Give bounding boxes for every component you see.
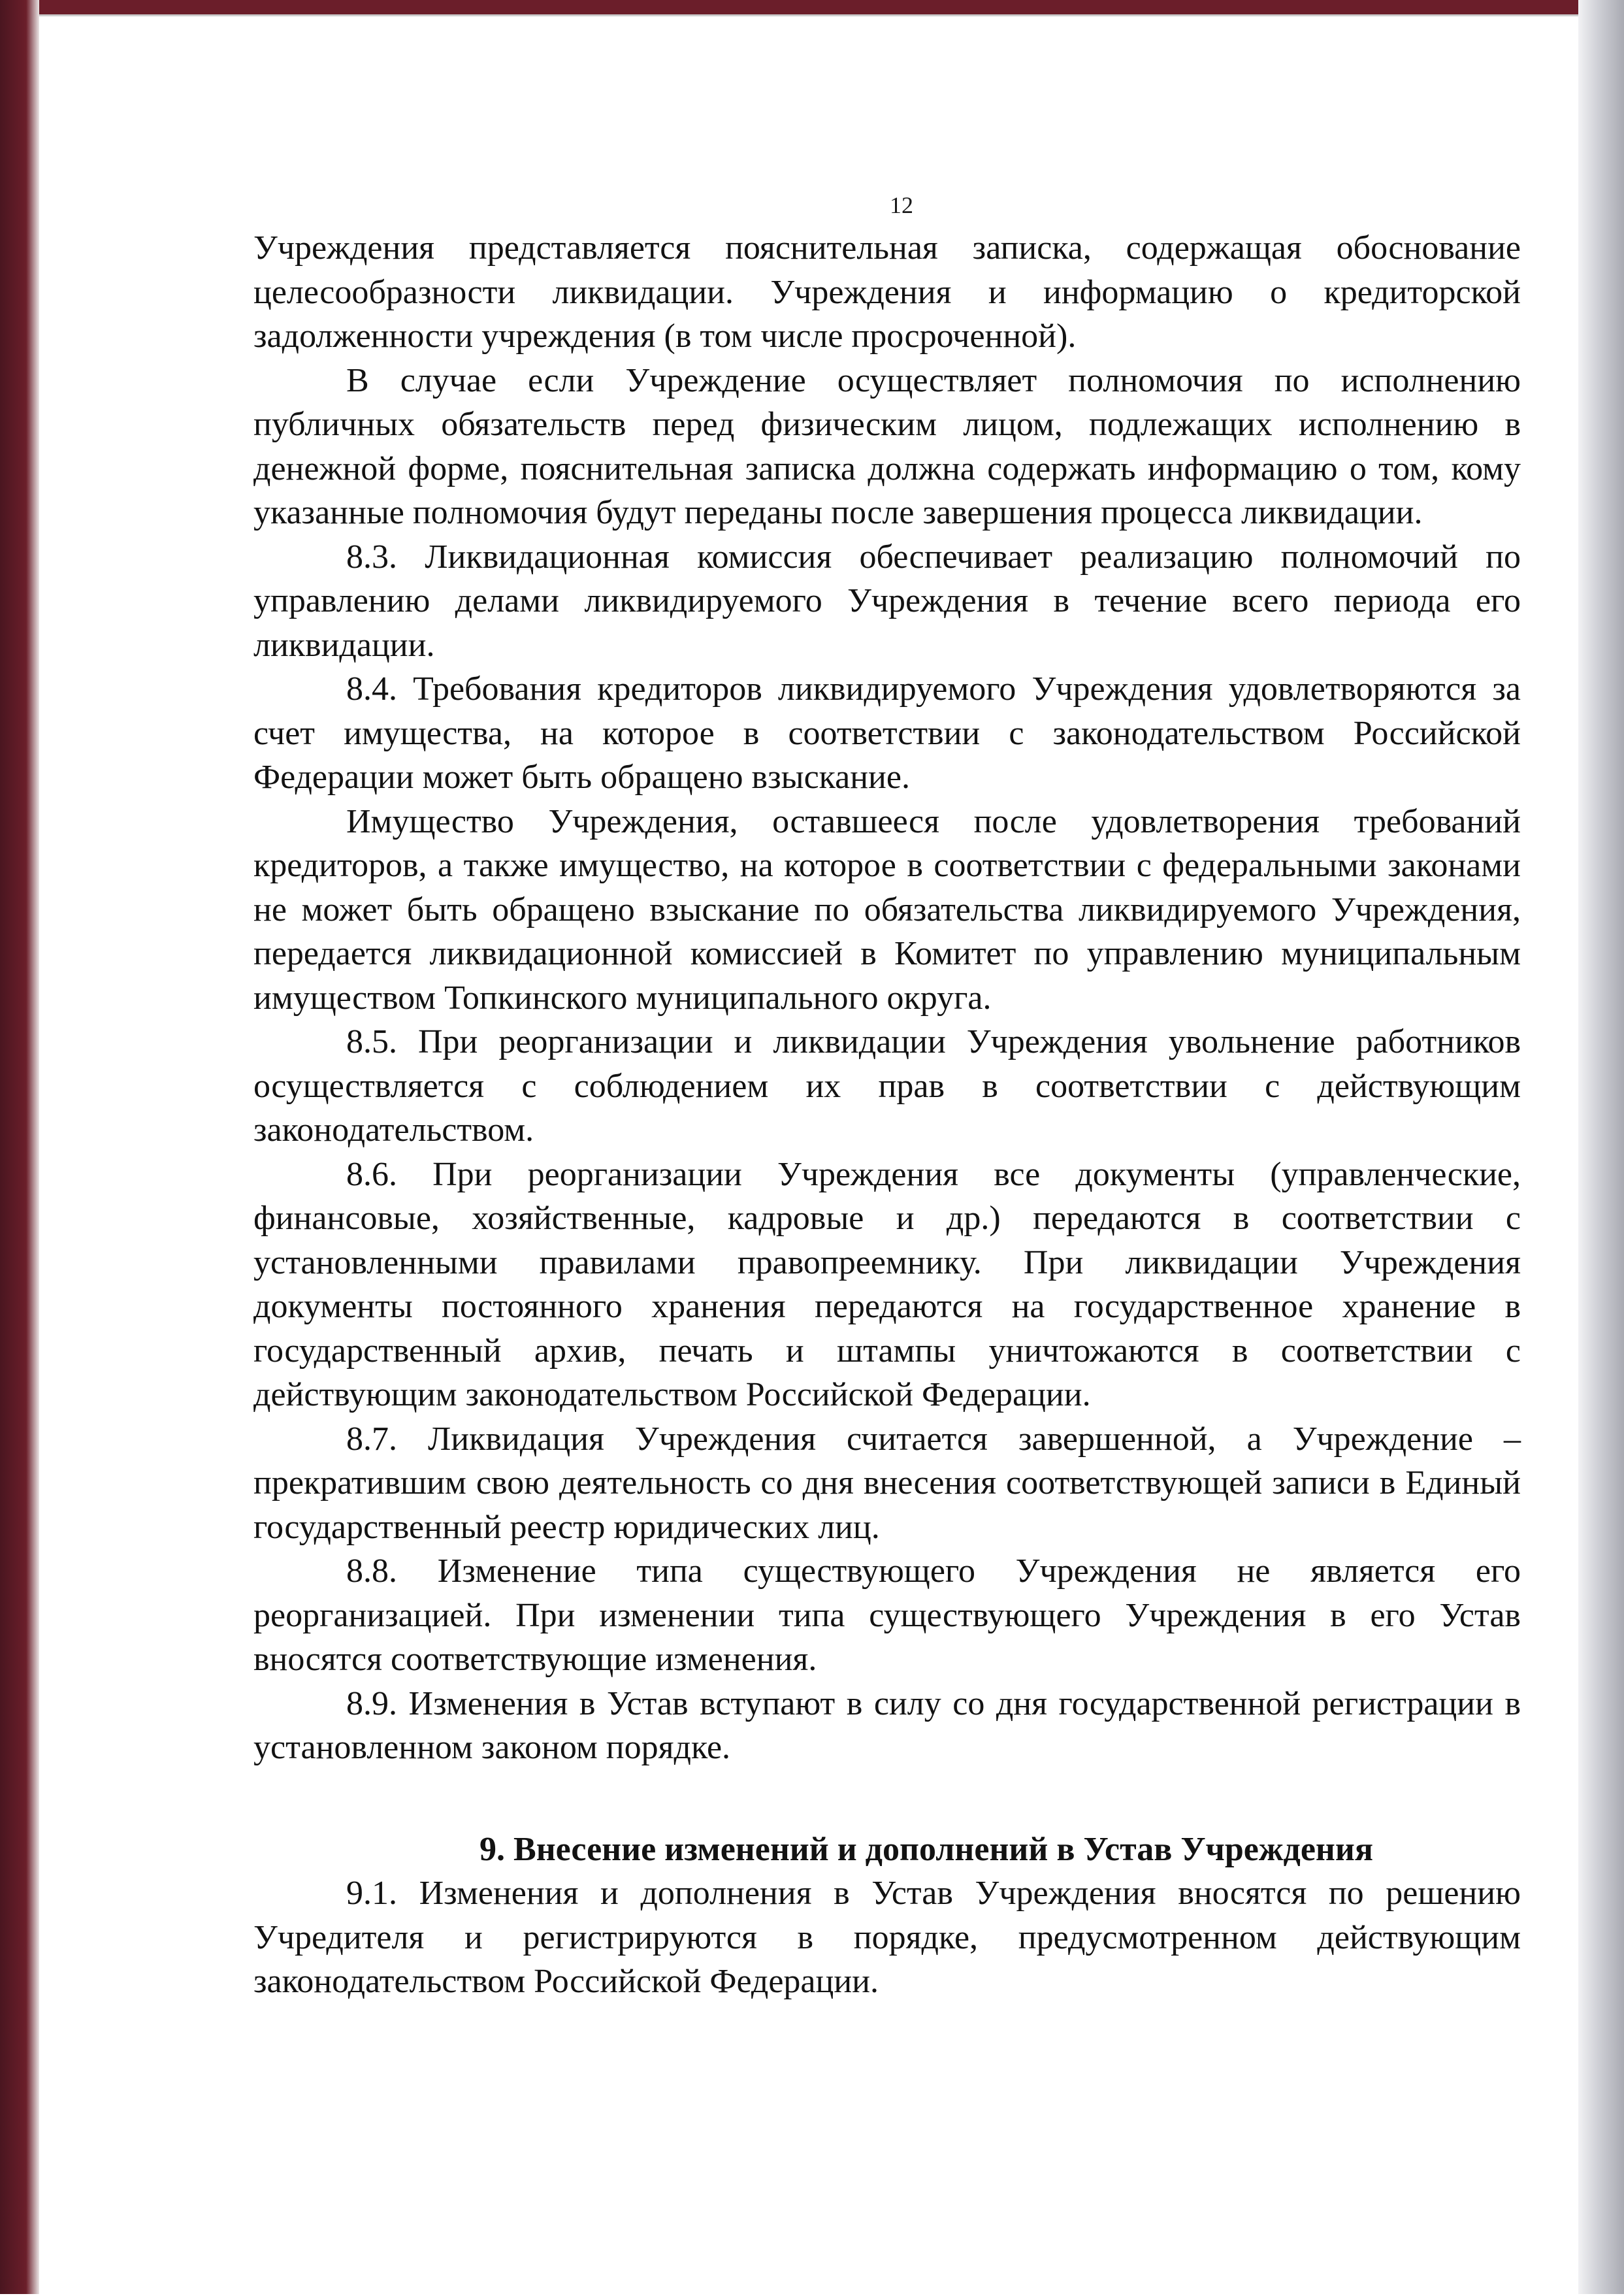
paragraph-public-obligations: В случае если Учреждение осуществляет полномочия по исполнению публичных обязательств перед физическим лицом, подлежащих исполнению в денежной форме, пояснительная записка должна содержать информацию о том, кому указанные полномочия будут переданы после завершения процесса ликвидации. bbox=[253, 361, 1521, 531]
paragraph-8-7: 8.7. Ликвидация Учреждения считается завершенной, а Учреждение – прекратившим свою деятельность со дня внесения соответствующей записи в Единый государственный реестр юридических лиц. bbox=[253, 1420, 1521, 1546]
paragraph-continuation: Учреждения представляется пояснительная записка, содержащая обоснование целесообразности ликвидации. Учреждения и информацию о кредиторской задолженности учреждения (в том числе просроченной). bbox=[253, 229, 1521, 355]
section-spacer bbox=[253, 1770, 1521, 1828]
paragraph-8-5: 8.5. При реорганизации и ликвидации Учреждения увольнение работников осуществляется с соблюдением их прав в соответствии с действующим законодательством. bbox=[253, 1023, 1521, 1149]
paragraph-remaining-property: Имущество Учреждения, оставшееся после удовлетворения требований кредиторов, а также имущество, на которое в соответствии с федеральными законами не может быть обращено взыскание по обязательства ликвидируемого Учреждения, передается ликвидационной комиссией в Комитет по управлению муниципальным имуществом Топкинского муниципального округа. bbox=[253, 802, 1521, 1017]
paragraph-9-1: 9.1. Изменения и дополнения в Устав Учреждения вносятся по решению Учредителя и регистрируются в порядке, предусмотренном действующим законодательством Российской Федерации. bbox=[253, 1875, 1521, 2000]
scan-border-right bbox=[1578, 0, 1624, 2294]
paragraph-8-6: 8.6. При реорганизации Учреждения все документы (управленческие, финансовые, хозяйственные, кадровые и др.) передаются в соответствии с установленными правилами правопреемнику. При ликвидации Учреждения документы постоянного хранения передаются на государственное хранение в государственный архив, печать и штампы уничтожаются в соответствии с действующим законодательством Российской Федерации. bbox=[253, 1155, 1521, 1413]
paragraph-8-3: 8.3. Ликвидационная комиссия обеспечивает реализацию полномочий по управлению делами ликвидируемого Учреждения в течение всего периода его ликвидации. bbox=[253, 538, 1521, 664]
section-heading: 9. Внесение изменений и дополнений в Устав Учреждения bbox=[479, 1830, 1373, 1868]
page-number: 12 bbox=[890, 192, 913, 218]
paragraph-8-8: 8.8. Изменение типа существующего Учреждения не является его реорганизацией. При изменении типа существующего Учреждения в его Устав вносятся соответствующие изменения. bbox=[253, 1552, 1521, 1678]
paragraph-8-4: 8.4. Требования кредиторов ликвидируемого Учреждения удовлетворяются за счет имущества, на которое в соответствии с законодательством Российской Федерации может быть обращено взыскание. bbox=[253, 670, 1521, 796]
paragraph-8-9: 8.9. Изменения в Устав вступают в силу со дня государственной регистрации в установленном законом порядке. bbox=[253, 1684, 1521, 1766]
scan-border-top bbox=[0, 0, 1624, 14]
document-body bbox=[253, 226, 1521, 2004]
scan-border-left bbox=[0, 0, 39, 2294]
